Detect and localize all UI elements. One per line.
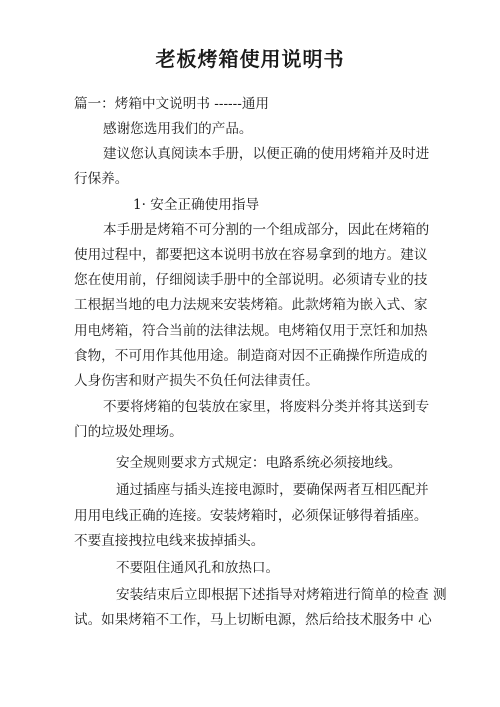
paragraph-line: 食物，不可用作其他用途。制造商对因不正确操作所造成的 (74, 348, 428, 364)
section-heading: 篇一：烤箱中文说明书 ------通用 (74, 96, 270, 112)
paragraph-line: 使用过程中，都要把这本说明书放在容易拿到的地方。建议 (74, 247, 428, 263)
paragraph-line: 不要阻住通风孔和放热口。 (116, 560, 280, 576)
subsection-heading: 1· 安全正确使用指导 (133, 197, 260, 213)
paragraph-line: 感谢您选用我们的产品。 (103, 121, 253, 137)
paragraph-line: 不要直接拽拉电线来拔掉插头。 (74, 533, 265, 549)
paragraph-line: 用用电线正确的连接。安装烤箱时，必须保证够得着插座。 (74, 508, 428, 524)
paragraph-line: 用电烤箱，符合当前的法律法规。电烤箱仅用于烹饪和加热 (74, 323, 428, 339)
paragraph-line: 人身伤害和财产损失不负任何法律责任。 (74, 373, 319, 389)
paragraph-line: 工根据当地的电力法规来安装烤箱。此款烤箱为嵌入式、家 (74, 297, 428, 313)
paragraph-line: 安全规则要求方式规定：电路系统必须接地线。 (116, 455, 402, 471)
paragraph-line: 试。如果烤箱不工作，马上切断电源，然后给技术服务中 心 (74, 612, 432, 628)
paragraph-line: 您在使用前，仔细阅读手册中的全部说明。必须请专业的技 (74, 272, 428, 288)
paragraph-line: 安装结束后立即根据下述指导对烤箱进行简单的检查 测 (116, 587, 447, 603)
document-title: 老板烤箱使用说明书 (155, 47, 345, 71)
paragraph-line: 本手册是烤箱不可分割的一个组成部分，因此在烤箱的 (103, 222, 430, 238)
paragraph-line: 通过插座与插头连接电源时，要确保两者互相匹配并 (116, 482, 429, 498)
paragraph-line: 建议您认真阅读本手册，以便正确的使用烤箱并及时进 (103, 146, 430, 162)
paragraph-line: 行保养。 (74, 171, 129, 187)
paragraph-line: 门的垃圾处理场。 (74, 424, 183, 440)
paragraph-line: 不要将烤箱的包装放在家里，将废料分类并将其送到专 (103, 399, 430, 415)
